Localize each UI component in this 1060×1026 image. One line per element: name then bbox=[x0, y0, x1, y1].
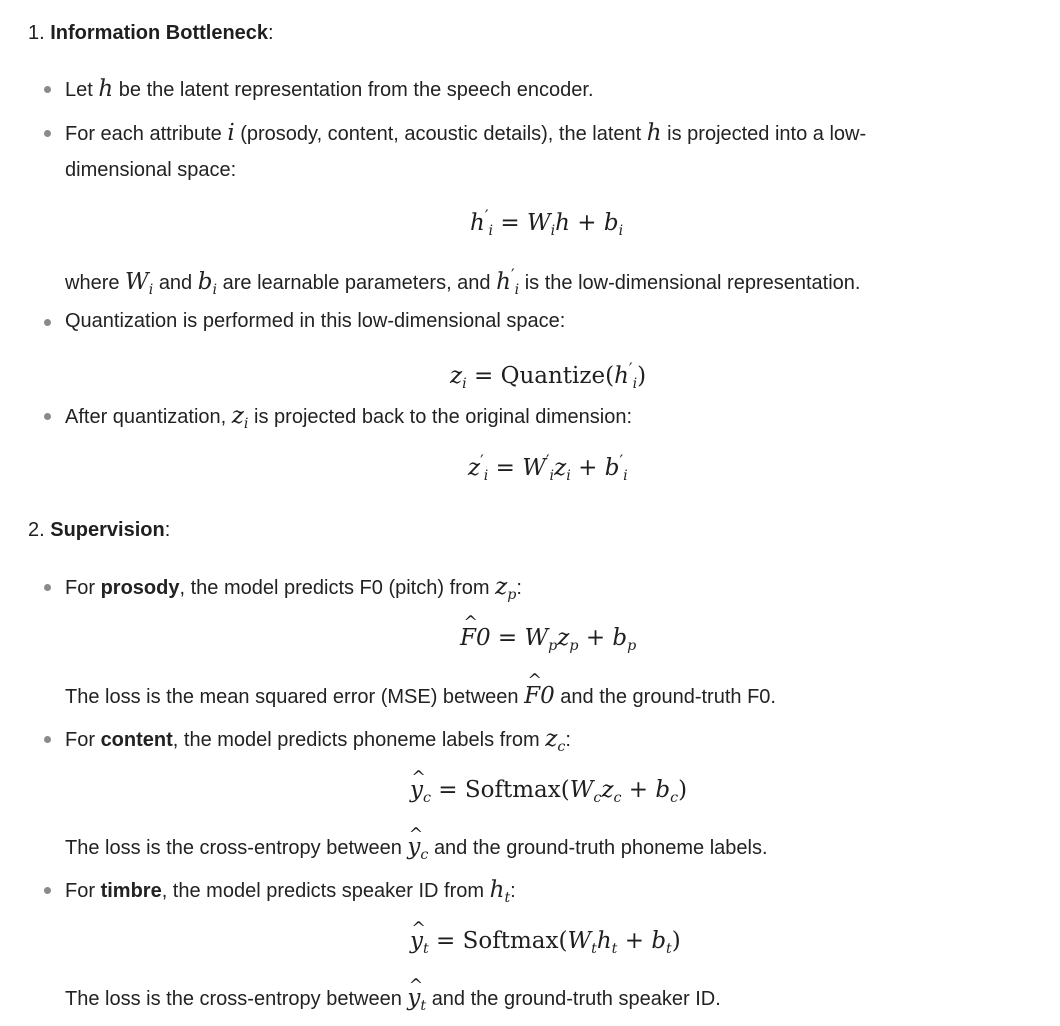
equation-back-projection bbox=[468, 453, 628, 483]
prime: ′ bbox=[484, 206, 489, 225]
text: are learnable parameters, and bbox=[222, 271, 491, 294]
prime: ′ bbox=[545, 451, 550, 470]
sub: t bbox=[611, 940, 618, 957]
function-name: Softmax( bbox=[462, 928, 568, 954]
text: Let bbox=[65, 79, 93, 101]
eq-sym: b bbox=[604, 454, 620, 481]
colon: : bbox=[510, 880, 516, 902]
sub: c bbox=[613, 789, 622, 806]
text: The loss is the cross-entropy between bbox=[65, 988, 402, 1010]
sub: t bbox=[666, 940, 672, 957]
equals: = bbox=[495, 454, 515, 481]
colon: : bbox=[516, 577, 522, 599]
eq-sym: W bbox=[569, 777, 594, 803]
eq-sym: W bbox=[567, 928, 592, 954]
text: is the low-dimensional representation. bbox=[524, 271, 861, 294]
eq-sym: z bbox=[601, 777, 614, 803]
section-1-colon: : bbox=[268, 22, 274, 44]
equals: = bbox=[500, 209, 520, 236]
eq-sym: b bbox=[603, 209, 619, 236]
section-2-colon: : bbox=[164, 519, 171, 541]
prime: ′ bbox=[510, 265, 515, 284]
list-item-prosody bbox=[65, 576, 522, 602]
text: and the ground-truth F0. bbox=[560, 686, 776, 708]
equation-content-softmax bbox=[410, 779, 687, 805]
eq-sym: z bbox=[468, 454, 481, 481]
eq-sym: z bbox=[554, 454, 567, 481]
text: , the model predicts F0 (pitch) from bbox=[179, 577, 490, 599]
function-name: Quantize( bbox=[500, 362, 615, 389]
list-item-projection bbox=[65, 122, 866, 145]
equals: = bbox=[436, 928, 456, 954]
plus: + bbox=[577, 209, 597, 236]
section-1-number: 1. bbox=[28, 22, 45, 44]
eq-sym: h bbox=[614, 362, 629, 389]
var-h-t bbox=[489, 877, 511, 906]
sym: z bbox=[231, 403, 244, 429]
section-2-heading bbox=[28, 520, 170, 540]
mse-loss-line bbox=[65, 685, 776, 708]
sub-i: i bbox=[550, 222, 556, 239]
sub: t bbox=[591, 940, 597, 957]
sub: c bbox=[557, 738, 566, 755]
eq-sym: W bbox=[526, 209, 551, 236]
list-item-projection-line2: dimensional space: bbox=[65, 159, 237, 181]
eq-sym: y bbox=[410, 777, 423, 803]
sub: p bbox=[548, 637, 558, 654]
equation-f0 bbox=[460, 627, 636, 653]
list-item-latent bbox=[65, 78, 594, 101]
plus: + bbox=[585, 625, 606, 651]
list-item-content bbox=[65, 728, 571, 754]
section-1-title: Information Bottleneck bbox=[50, 22, 269, 44]
sub: t bbox=[504, 889, 511, 906]
var-h-prime-i bbox=[496, 265, 520, 298]
var-y-c-hat bbox=[407, 834, 429, 863]
sym: ^ y bbox=[407, 836, 420, 859]
eq-sym: b bbox=[655, 777, 671, 803]
sub: c bbox=[420, 846, 429, 863]
text: and the ground-truth speaker ID. bbox=[431, 988, 721, 1010]
sub-i: i bbox=[148, 281, 154, 298]
eq-sym: F0 bbox=[460, 625, 491, 651]
sym: W bbox=[125, 268, 149, 295]
equation-timbre-softmax bbox=[410, 930, 681, 956]
text: For bbox=[65, 729, 95, 751]
sub: p bbox=[627, 637, 637, 654]
sub: p bbox=[507, 586, 517, 603]
plus: + bbox=[624, 928, 644, 954]
prime: ′ bbox=[628, 359, 633, 378]
list-item-quantization: Quantization is performed in this low-dimensional space: bbox=[65, 310, 566, 332]
var-h: h bbox=[98, 76, 114, 102]
hat-f0 bbox=[460, 627, 491, 650]
function-name: Softmax( bbox=[464, 777, 570, 803]
bullet-dot bbox=[44, 86, 51, 93]
bold-term: timbre bbox=[100, 880, 162, 902]
bullet-dot bbox=[44, 130, 51, 137]
paren: ) bbox=[678, 777, 688, 803]
text: and bbox=[158, 271, 193, 294]
equals: = bbox=[497, 625, 518, 651]
sub: t bbox=[420, 997, 427, 1014]
text: (prosody, content, acoustic details), the latent bbox=[240, 123, 642, 145]
sub-i: i bbox=[462, 375, 467, 392]
section-1-heading bbox=[28, 23, 274, 43]
sub: c bbox=[670, 789, 679, 806]
colon: : bbox=[565, 729, 571, 751]
var-b-i bbox=[197, 268, 218, 298]
hat-y bbox=[410, 930, 423, 953]
equation-quantize bbox=[450, 361, 646, 391]
prime: ′ bbox=[480, 451, 484, 470]
bullet-dot bbox=[44, 887, 51, 894]
sub: c bbox=[593, 789, 602, 806]
sub-i: i bbox=[623, 467, 628, 484]
sub-i: i bbox=[483, 467, 489, 484]
bullet-dot bbox=[44, 413, 51, 420]
sub-i: i bbox=[243, 415, 249, 432]
var-y-t-hat bbox=[407, 985, 427, 1014]
bullet-dot bbox=[44, 736, 51, 743]
var-f0-hat: ^ F0 bbox=[524, 685, 555, 708]
var-W-i bbox=[125, 268, 154, 298]
equation-projection bbox=[470, 208, 623, 238]
var-z-c bbox=[545, 726, 566, 755]
equals: = bbox=[474, 362, 494, 389]
ce-loss-content-line bbox=[65, 836, 768, 862]
eq-sym: h bbox=[596, 928, 612, 954]
paren: ) bbox=[637, 362, 647, 389]
text: and the ground-truth phoneme labels. bbox=[433, 837, 768, 859]
section-2-title: Supervision bbox=[50, 519, 165, 541]
bold-term: prosody bbox=[100, 577, 180, 599]
eq-sym: W bbox=[522, 454, 546, 481]
eq-sym: b bbox=[651, 928, 667, 954]
eq-sym: y bbox=[410, 928, 423, 954]
sub: c bbox=[423, 789, 431, 806]
sub: p bbox=[569, 637, 579, 654]
ce-loss-timbre-line bbox=[65, 987, 721, 1013]
sub-i: i bbox=[488, 222, 494, 239]
text: For bbox=[65, 880, 95, 902]
text: The loss is the mean squared error (MSE) between bbox=[65, 686, 519, 708]
sub: t bbox=[423, 940, 429, 957]
eq-sym: z bbox=[450, 362, 463, 389]
paren: ) bbox=[671, 928, 681, 954]
bold-term: content bbox=[100, 729, 173, 751]
text: The loss is the cross-entropy between bbox=[65, 837, 402, 859]
text: After quantization, bbox=[65, 406, 227, 428]
text: , the model predicts phoneme labels from bbox=[172, 729, 540, 751]
plus: + bbox=[628, 777, 649, 803]
var-z-p bbox=[495, 574, 517, 603]
sub-i: i bbox=[212, 281, 218, 298]
eq-sym: b bbox=[612, 625, 628, 651]
eq-sym: h bbox=[470, 209, 485, 236]
eq-sym: W bbox=[524, 625, 549, 651]
text: be the latent representation from the speech encoder. bbox=[118, 79, 594, 101]
sym: b bbox=[197, 268, 213, 295]
text: is projected into a low- bbox=[667, 123, 867, 145]
equals: = bbox=[438, 777, 458, 803]
sym: z bbox=[495, 574, 508, 600]
eq-sym: z bbox=[557, 625, 570, 651]
bullet-dot bbox=[44, 319, 51, 326]
eq-sym: h bbox=[555, 209, 570, 236]
sub-i: i bbox=[566, 467, 571, 484]
var-z-i bbox=[231, 403, 249, 432]
sym: z bbox=[545, 726, 558, 752]
where-line bbox=[65, 267, 860, 297]
var-h: h bbox=[646, 120, 662, 146]
plus: + bbox=[578, 454, 598, 481]
sym: h bbox=[496, 268, 511, 295]
text: is projected back to the original dimension: bbox=[254, 406, 633, 428]
var-i: i bbox=[227, 120, 235, 146]
text: For bbox=[65, 577, 95, 599]
list-item-project-back bbox=[65, 405, 632, 431]
hat-y bbox=[410, 779, 423, 802]
sub-i: i bbox=[618, 222, 624, 239]
sub-i: i bbox=[514, 281, 520, 298]
section-2-number: 2. bbox=[28, 519, 45, 541]
text: For each attribute bbox=[65, 123, 222, 145]
sym: h bbox=[489, 877, 505, 903]
sym: ^ y bbox=[407, 987, 420, 1010]
list-item-timbre bbox=[65, 879, 516, 905]
text: where bbox=[65, 271, 120, 294]
sub-i: i bbox=[632, 375, 638, 392]
text: , the model predicts speaker ID from bbox=[161, 880, 485, 902]
sub-i: i bbox=[549, 467, 555, 484]
bullet-dot bbox=[44, 584, 51, 591]
prime: ′ bbox=[619, 451, 624, 470]
